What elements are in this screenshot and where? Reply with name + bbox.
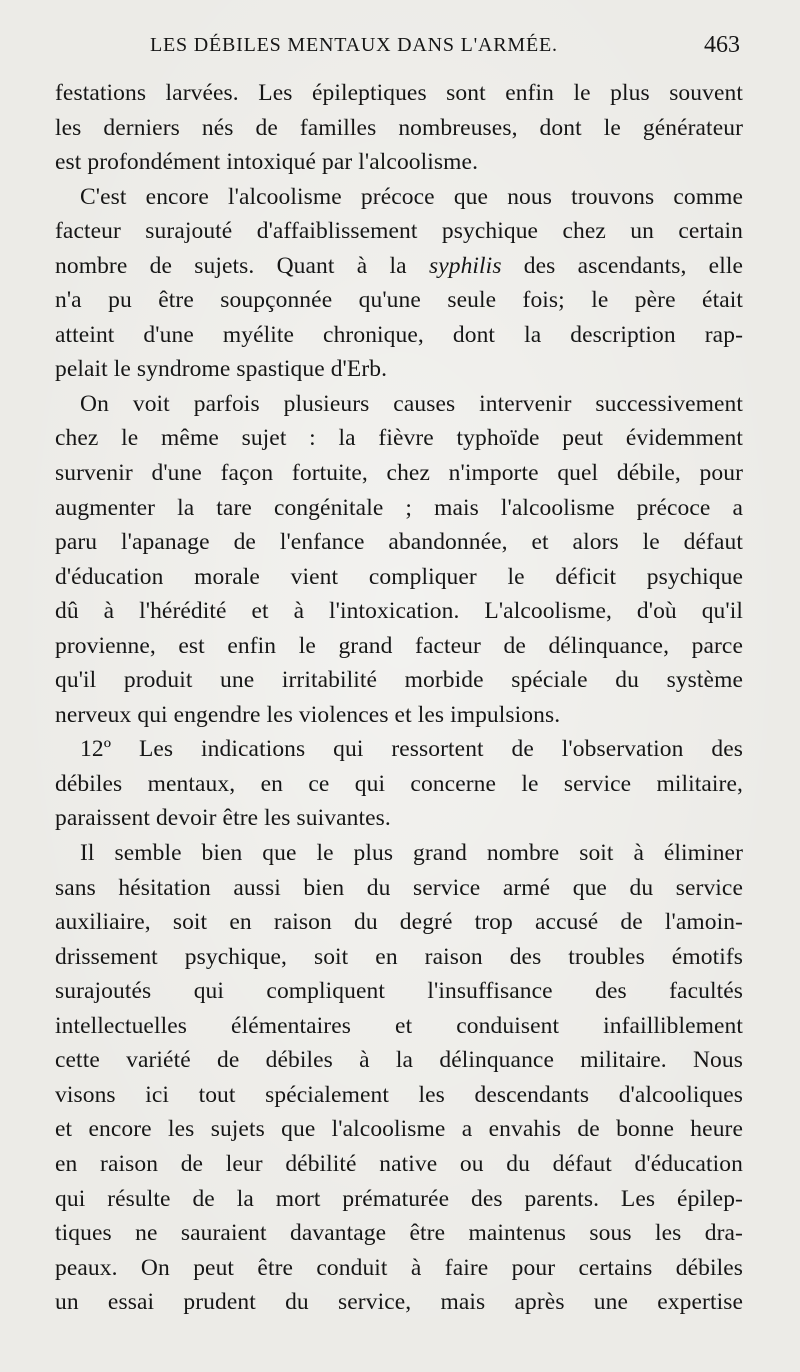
text-line: et encore les sujets que l'alcoolisme a envahis de bonne heure [55, 1116, 743, 1143]
text-line: auxiliaire, soit en raison du degré trop accusé de l'amoin- [55, 909, 743, 936]
running-title: LES DÉBILES MENTAUX DANS L'ARMÉE. [150, 34, 558, 56]
text-line: atteint d'une myélite chronique, dont la description rap- [55, 321, 743, 348]
italic-term: syphilis [428, 252, 502, 279]
text-line: augmenter la tare congénitale ; mais l'alcoolisme précoce a [55, 494, 743, 521]
text-line: qu'il produit une irritabilité morbide spéciale du système [55, 667, 743, 694]
text-line: qui résulte de la mort prématurée des parents. Les épilep- [55, 1185, 743, 1212]
text-line: visons ici tout spécialement les descendants d'alcooliques [55, 1081, 743, 1108]
text-line: dû à l'hérédité et à l'intoxication. L'alcoolisme, d'où qu'il [55, 598, 743, 625]
text-line: facteur surajouté d'affaiblissement psychique chez un certain [55, 218, 743, 245]
text-line: nerveux qui engendre les violences et les impulsions. [55, 701, 561, 728]
text-line: paraissent devoir être les suivantes. [55, 805, 391, 832]
text-line: peaux. On peut être conduit à faire pour certains débiles [55, 1254, 743, 1281]
text-line: un essai prudent du service, mais après une expertise [55, 1289, 743, 1316]
text-segment: nombre de sujets. Quant à la [55, 252, 429, 279]
text-line: On voit parfois plusieurs causes intervenir successivement [80, 390, 743, 417]
text-line: 12º Les indications qui ressortent de l'observation des [80, 736, 743, 763]
text-line: tiques ne sauraient davantage être maintenus sous les dra- [55, 1220, 743, 1247]
text-line: chez le même sujet : la fièvre typhoïde peut évidemment [55, 425, 743, 452]
text-line: intellectuelles élémentaires et conduisent infailliblement [55, 1012, 743, 1039]
text-line: les derniers nés de familles nombreuses, dont le générateur [55, 114, 743, 141]
text-line: surajoutés qui compliquent l'insuffisance des facultés [55, 978, 743, 1005]
text-line: est profondément intoxiqué par l'alcoolisme. [55, 149, 479, 176]
text-line: n'a pu être soupçonnée qu'une seule fois; le père était [55, 287, 743, 314]
text-line: débiles mentaux, en ce qui concerne le service militaire, [55, 770, 743, 797]
page-number: 463 [704, 32, 740, 58]
text-line: d'éducation morale vient compliquer le déficit psychique [55, 563, 743, 590]
text-line: survenir d'une façon fortuite, chez n'importe quel débile, pour [55, 460, 743, 487]
text-line: en raison de leur débilité native ou du défaut d'éducation [55, 1150, 743, 1177]
text-line [55, 249, 743, 284]
body-text [55, 76, 743, 1320]
text-line: C'est encore l'alcoolisme précoce que nous trouvons comme [80, 183, 743, 210]
text-line: paru l'apanage de l'enfance abandonnée, et alors le défaut [55, 529, 743, 556]
running-head [150, 34, 750, 74]
text-line: sans hésitation aussi bien du service armé que du service [55, 874, 743, 901]
text-segment: des ascendants, elle [501, 252, 744, 279]
text-line: Il semble bien que le plus grand nombre soit à éliminer [80, 840, 743, 867]
text-line: pelait le syndrome spastique d'Erb. [55, 356, 388, 383]
text-line: cette variété de débiles à la délinquance militaire. Nous [55, 1047, 743, 1074]
text-line: drissement psychique, soit en raison des troubles émotifs [55, 943, 743, 970]
text-line: provienne, est enfin le grand facteur de délinquance, parce [55, 632, 743, 659]
text-line: festations larvées. Les épileptiques sont enfin le plus souvent [55, 80, 743, 106]
